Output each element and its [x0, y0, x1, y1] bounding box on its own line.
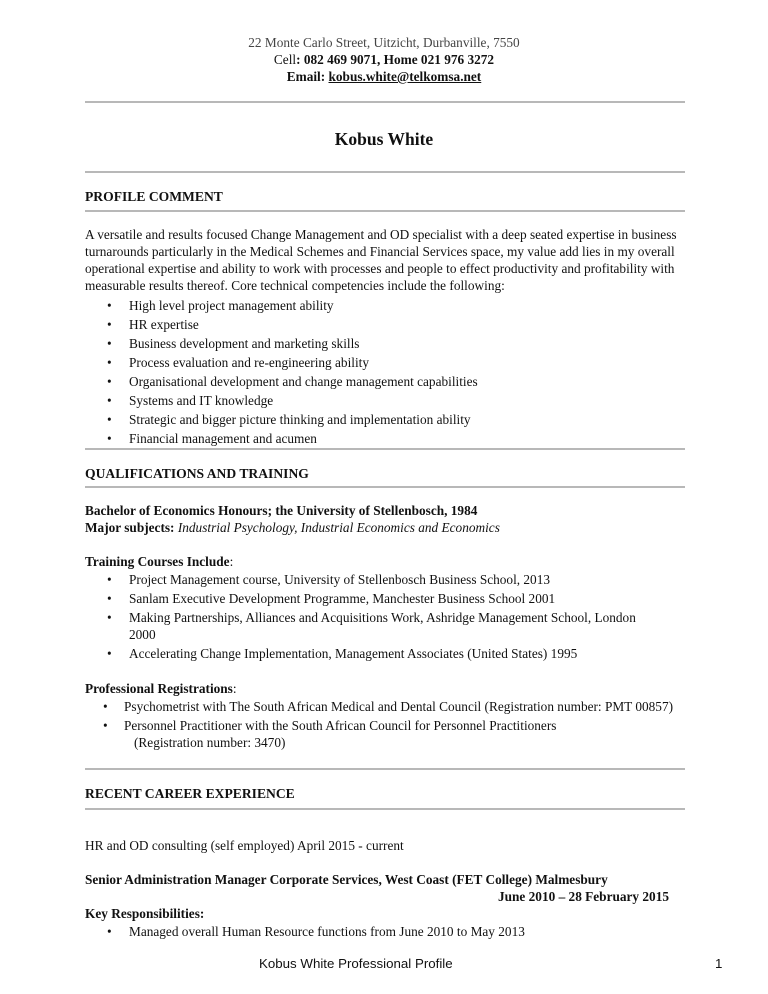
course-list — [85, 571, 690, 662]
list-item: • Personnel Practitioner with the South African Council for Personnel Practitioners — [85, 717, 690, 734]
list-item: • Making Partnerships, Alliances and Acquisitions Work, Ashridge Management School, London 2000 — [85, 609, 659, 643]
email-line — [0, 68, 768, 85]
degree: Bachelor of Economics Honours; the University of Stellenbosch, 1984 — [85, 503, 478, 518]
divider — [85, 486, 685, 488]
page-number: 1 — [715, 956, 723, 971]
divider — [85, 101, 685, 103]
current-position: HR and OD consulting (self employed) April 2015 - current — [85, 838, 404, 853]
list-item: • Financial management and acumen — [85, 429, 690, 448]
divider — [85, 808, 685, 810]
email-link[interactable]: kobus.white@telkomsa.net — [328, 69, 482, 84]
footer-title: Kobus White Professional Profile — [259, 956, 453, 971]
list-item: • Systems and IT knowledge — [85, 391, 690, 410]
list-item: • High level project management ability — [85, 296, 690, 315]
registrations-colon: : — [232, 681, 237, 696]
role-period: June 2010 – 28 February 2015 — [497, 889, 669, 904]
registration-note: (Registration number: 3470) — [134, 735, 286, 750]
divider — [85, 171, 685, 173]
major-subjects — [85, 519, 500, 536]
registrations-label: Professional Registrations — [85, 681, 233, 696]
address-line: 22 Monte Carlo Street, Uitzicht, Durbanville, 7550 — [248, 35, 520, 50]
responsibility-list — [85, 923, 690, 940]
divider — [85, 210, 685, 212]
list-item: • Organisational development and change management capabilities — [85, 372, 690, 391]
list-item: • Psychometrist with The South African Medical and Dental Council (Registration number: PMT 00857) — [85, 698, 684, 715]
list-item: • Project Management course, University of Stellenbosch Business School, 2013 — [85, 571, 690, 588]
registrations-heading — [85, 680, 237, 697]
training-label: Training Courses Include — [85, 554, 230, 569]
training-colon: : — [229, 554, 234, 569]
email-label: Email: — [286, 69, 329, 84]
responsibilities-label: Key Responsibilities: — [85, 906, 205, 921]
list-item: • Managed overall Human Resource functions from June 2010 to May 2013 — [85, 923, 690, 940]
registrations-section — [85, 698, 690, 751]
training-heading — [85, 553, 233, 570]
divider — [85, 768, 685, 770]
list-item: • Accelerating Change Implementation, Management Associates (United States) 1995 — [85, 645, 690, 662]
divider — [85, 448, 685, 450]
responsibilities-section — [85, 923, 690, 940]
major-value: Industrial Psychology, Industrial Economics and Economics — [177, 520, 500, 535]
phone-numbers: : 082 469 9071, Home 021 976 3272 — [296, 52, 495, 67]
competency-list — [85, 296, 690, 448]
registration-list — [85, 698, 690, 734]
candidate-name: Kobus White — [334, 129, 434, 149]
profile-section — [85, 226, 690, 448]
major-label: Major subjects: — [85, 520, 175, 535]
list-item: • HR expertise — [85, 315, 690, 334]
role-title: Senior Administration Manager Corporate Services, West Coast (FET College) Malmesbury — [85, 872, 608, 887]
section-heading-career: RECENT CAREER EXPERIENCE — [85, 786, 295, 801]
list-item: • Strategic and bigger picture thinking and implementation ability — [85, 410, 690, 429]
cell-label: Cell — [273, 52, 297, 67]
phone-line — [0, 51, 768, 68]
list-item: • Process evaluation and re-engineering ability — [85, 353, 690, 372]
section-heading-qualifications: QUALIFICATIONS AND TRAINING — [85, 466, 309, 481]
section-heading-profile: PROFILE COMMENT — [85, 189, 223, 204]
list-item: • Business development and marketing skills — [85, 334, 690, 353]
profile-text: A versatile and results focused Change Management and OD specialist with a deep seated expertise in business turnarounds particularly in the Medical Schemes and Financial Services space, my value add lies in my overall operational expertise and ability to work with processes and people to effect productivity and profitability with measurable results thereof. Core technical competencies include the following: — [85, 227, 677, 293]
training-section — [85, 571, 690, 662]
list-item: • Sanlam Executive Development Programme, Manchester Business School 2001 — [85, 590, 690, 607]
